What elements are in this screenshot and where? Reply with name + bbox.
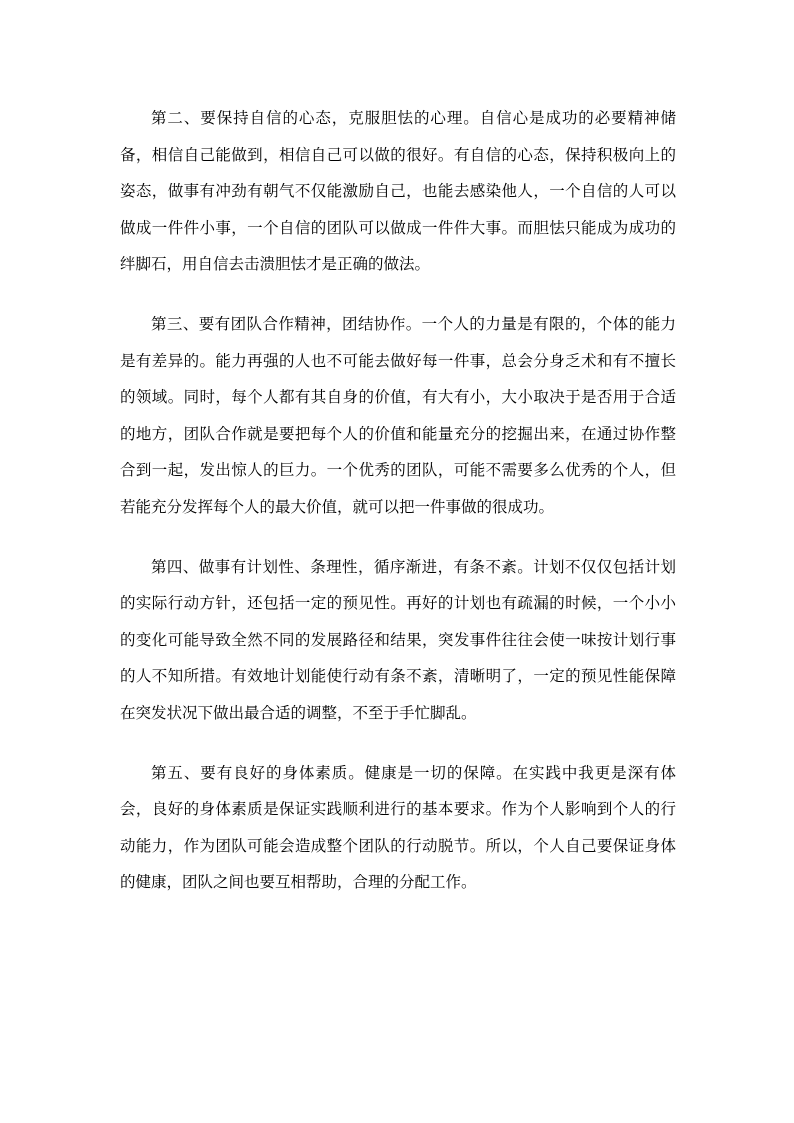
- paragraph-teamwork: 第三、要有团队合作精神，团结协作。一个人的力量是有限的，个体的能力是有差异的。能力再强的人也不可能去做好每一件事，总会分身乏术和有不擅长的领域。同时，每个人都有其自身的价值，有大有小，大小取决于是否用于合适的地方，团队合作就是要把每个人的价值和能量充分的挖掘出来，在通过协作整合到一起，发出惊人的巨力。一个优秀的团队，可能不需要多么优秀的个人，但若能充分发挥每个人的最大价值，就可以把一件事做的很成功。: [120, 314, 676, 516]
- document-page: [120, 100, 676, 924]
- paragraph-confidence: 第二、要保持自信的心态，克服胆怯的心理。自信心是成功的必要精神储备，相信自己能做到，相信自己可以做的很好。有自信的心态，保持积极向上的姿态，做事有冲劲有朝气不仅能激励自己，也能去感染他人，一个自信的人可以做成一件件小事，一个自信的团队可以做成一件件大事。而胆怯只能成为成功的绊脚石，用自信去击溃胆怯才是正确的做法。: [120, 109, 676, 274]
- paragraph-health: 第五、要有良好的身体素质。健康是一切的保障。在实践中我更是深有体会，良好的身体素质是保证实践顺利进行的基本要求。作为个人影响到个人的行动能力，作为团队可能会造成整个团队的行动脱节。所以，个人自己要保证身体的健康，团队之间也要互相帮助，合理的分配工作。: [120, 763, 676, 892]
- paragraph-planning: 第四、做事有计划性、条理性，循序渐进，有条不紊。计划不仅仅包括计划的实际行动方针，还包括一定的预见性。再好的计划也有疏漏的时候，一个小小的变化可能导致全然不同的发展路径和结果，突发事件往往会使一味按计划行事的人不知所措。有效地计划能使行动有条不紊，清晰明了，一定的预见性能保障在突发状况下做出最合适的调整，不至于手忙脚乱。: [120, 557, 676, 722]
